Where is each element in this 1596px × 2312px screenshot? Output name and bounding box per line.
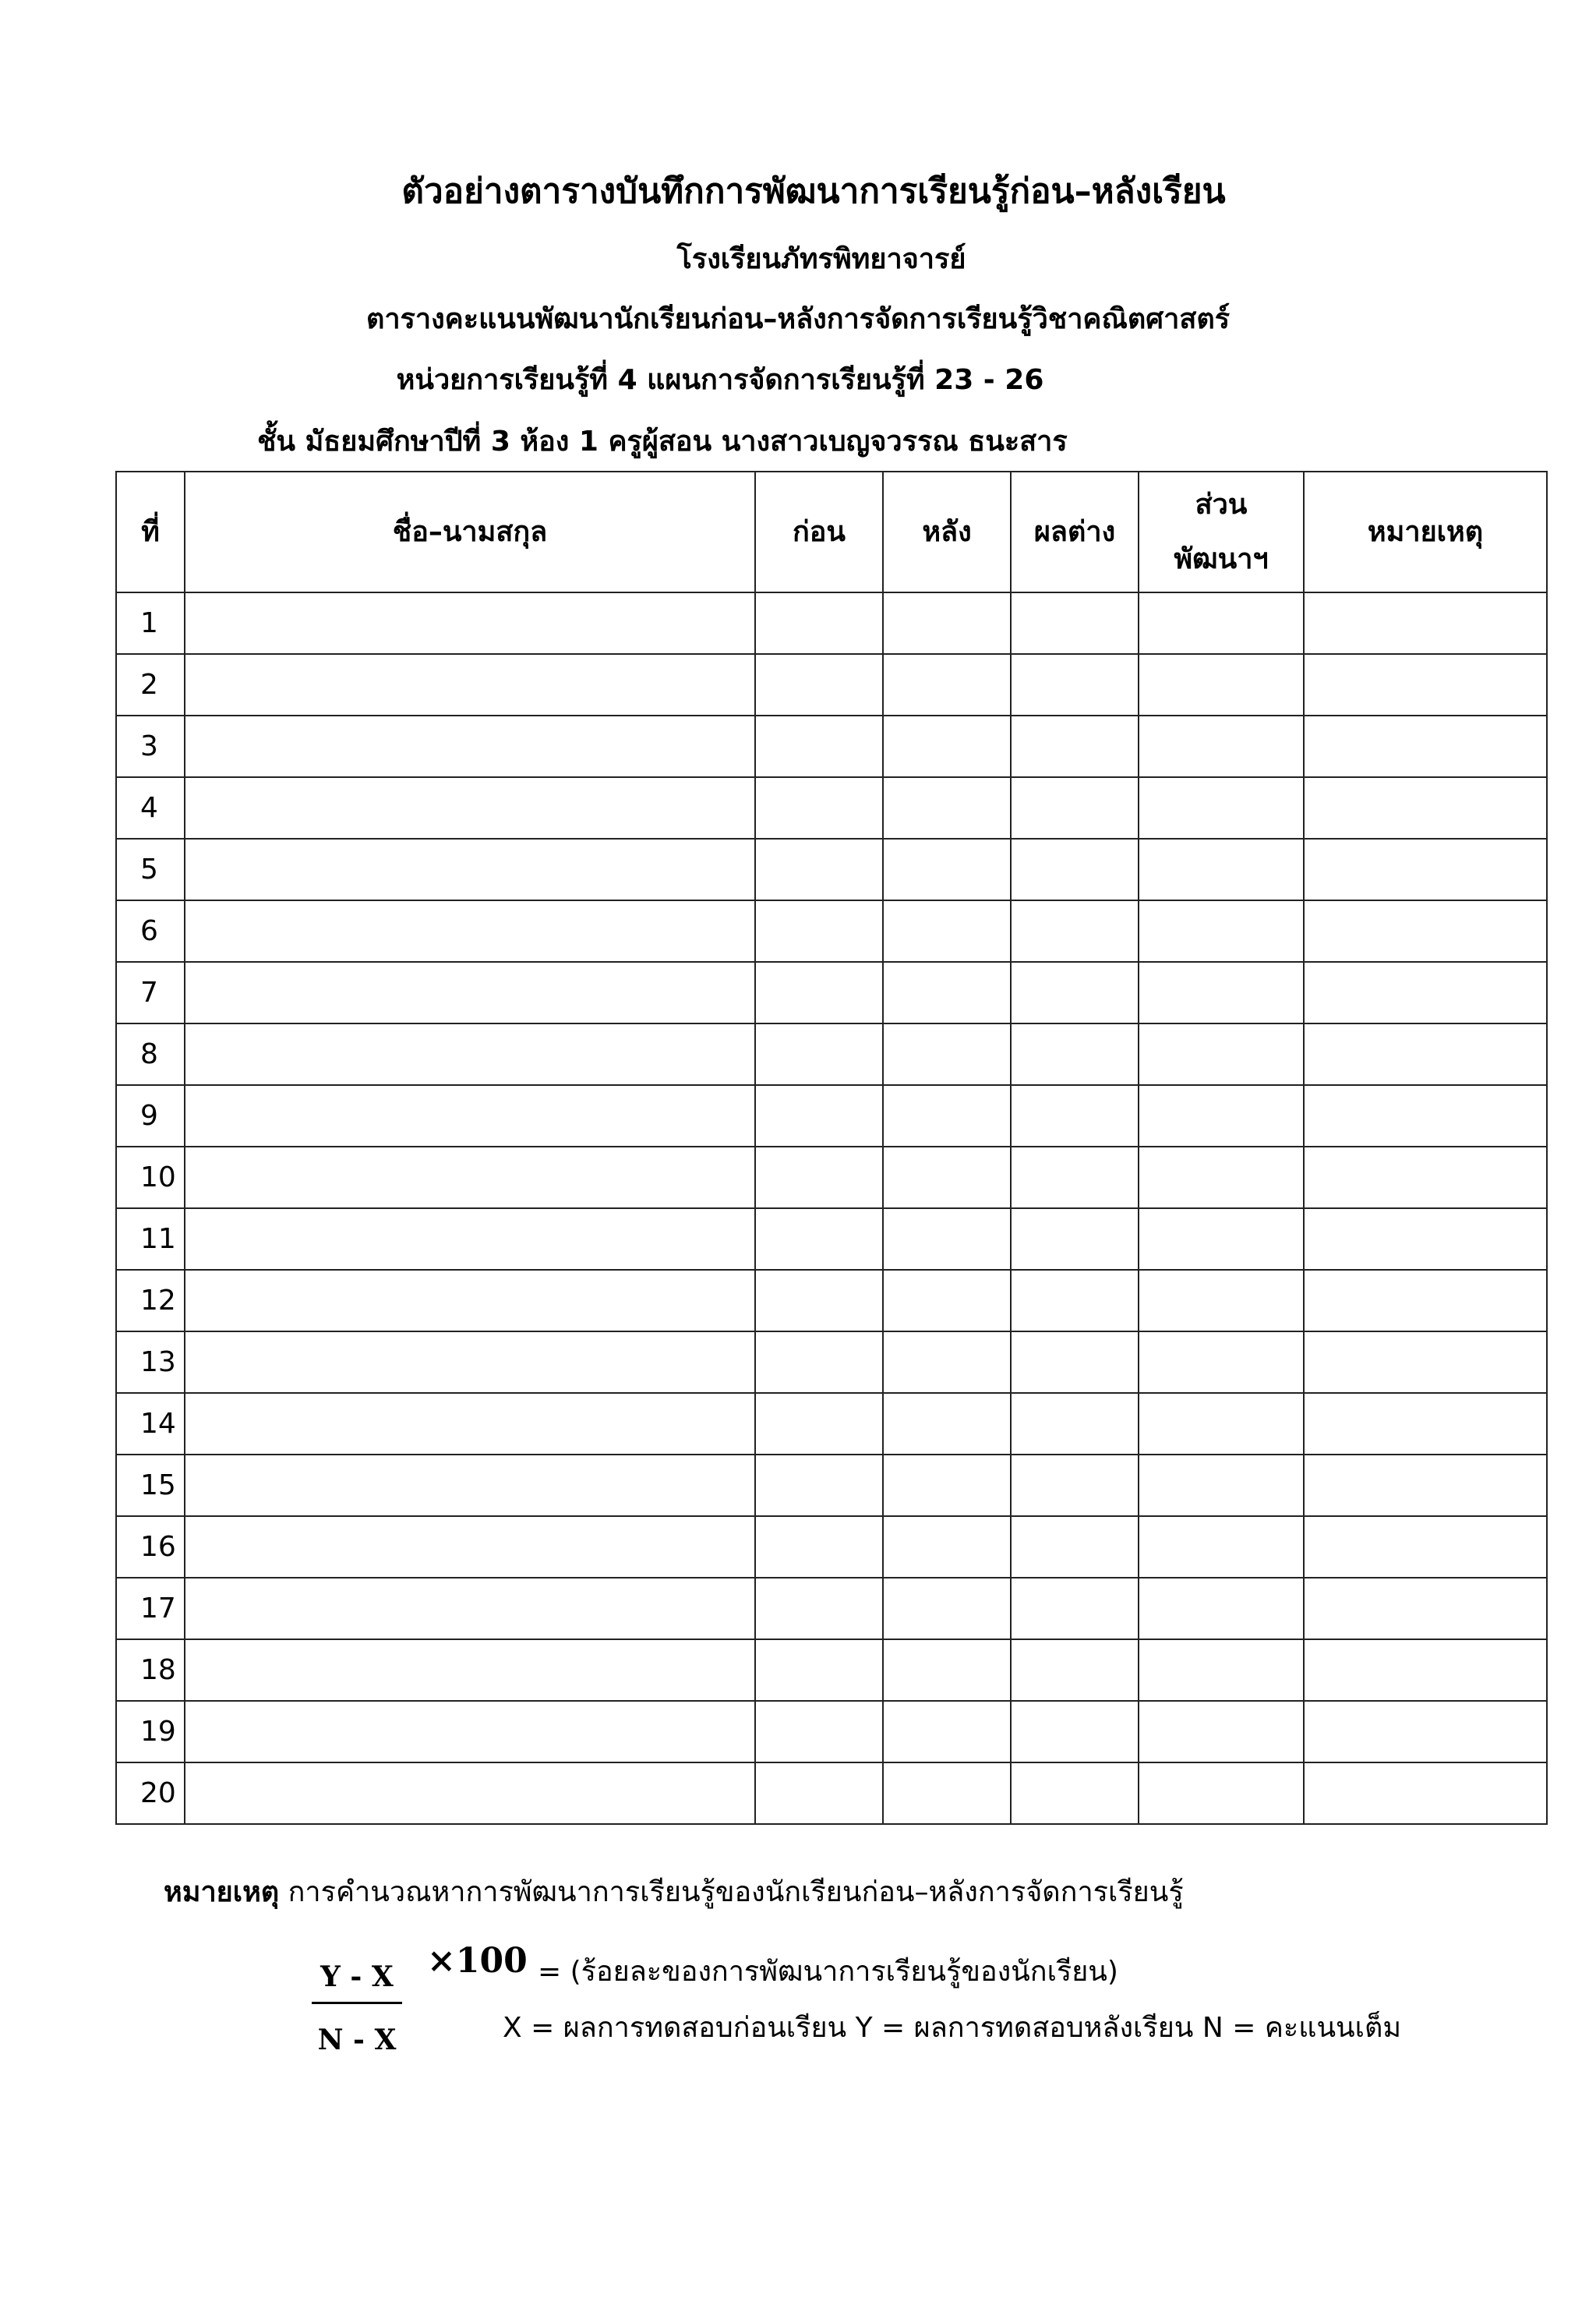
cell-col-difference [1011, 1147, 1139, 1208]
cell-col-difference [1011, 1455, 1139, 1516]
row-number: 18 [116, 1639, 185, 1701]
table-row [116, 1208, 1547, 1270]
cell-col-before [755, 1208, 883, 1270]
cell-col-development [1139, 1701, 1304, 1762]
row-number: 14 [116, 1393, 185, 1455]
table-row [116, 962, 1547, 1023]
cell-col-remark [1304, 777, 1547, 839]
cell-col-before [755, 962, 883, 1023]
table-row [116, 1147, 1547, 1208]
note-label: หมายเหตุ [164, 1876, 280, 1908]
cell-col-difference [1011, 1270, 1139, 1331]
cell-col-after [883, 1270, 1011, 1331]
row-number: 19 [116, 1701, 185, 1762]
cell-col-difference [1011, 1023, 1139, 1085]
cell-col-name [185, 777, 755, 839]
cell-col-after [883, 1701, 1011, 1762]
cell-col-development [1139, 1270, 1304, 1331]
row-number: 11 [116, 1208, 185, 1270]
cell-col-development [1139, 1639, 1304, 1701]
row-number: 17 [116, 1578, 185, 1639]
header-col-difference: ผลต่าง [1011, 472, 1139, 592]
row-number: 4 [116, 777, 185, 839]
cell-col-remark [1304, 1639, 1547, 1701]
cell-col-difference [1011, 1516, 1139, 1578]
row-number: 15 [116, 1455, 185, 1516]
formula-fraction [312, 1957, 402, 2060]
cell-col-development [1139, 1762, 1304, 1824]
cell-col-name [185, 592, 755, 654]
cell-col-remark [1304, 1578, 1547, 1639]
cell-col-development [1139, 1455, 1304, 1516]
cell-col-before [755, 1455, 883, 1516]
cell-col-development [1139, 1208, 1304, 1270]
cell-col-remark [1304, 1331, 1547, 1393]
row-number: 5 [116, 839, 185, 900]
table-row [116, 592, 1547, 654]
formula-legend: X = ผลการทดสอบก่อนเรียน Y = ผลการทดสอบหลังเรียน N = คะแนนเต็ม [503, 2012, 1402, 2044]
cell-col-name [185, 1639, 755, 1701]
cell-col-difference [1011, 716, 1139, 777]
table-row [116, 1516, 1547, 1578]
table-row [116, 1762, 1547, 1824]
formula-multiplier: ×100 [427, 1941, 528, 1981]
cell-col-name [185, 654, 755, 716]
cell-col-before [755, 839, 883, 900]
cell-col-remark [1304, 1762, 1547, 1824]
cell-col-difference [1011, 839, 1139, 900]
cell-col-remark [1304, 1085, 1547, 1147]
cell-col-after [883, 962, 1011, 1023]
row-number: 16 [116, 1516, 185, 1578]
cell-col-difference [1011, 1762, 1139, 1824]
cell-col-name [185, 1455, 755, 1516]
cell-col-name [185, 839, 755, 900]
score-table [115, 471, 1548, 1825]
cell-col-before [755, 1270, 883, 1331]
cell-col-remark [1304, 1701, 1547, 1762]
table-title: ตารางคะแนนพัฒนานักเรียนก่อน–หลังการจัดการเรียนรู้วิชาคณิตศาสตร์ [365, 303, 1231, 335]
cell-col-remark [1304, 1270, 1547, 1331]
table-row [116, 839, 1547, 900]
cell-col-before [755, 777, 883, 839]
table-row [116, 1023, 1547, 1085]
table-body [116, 592, 1547, 1824]
cell-col-before [755, 1085, 883, 1147]
school-name: โรงเรียนภัทรพิทยาจารย์ [676, 243, 966, 275]
cell-col-before [755, 1147, 883, 1208]
cell-col-name [185, 1762, 755, 1824]
cell-col-name [185, 1331, 755, 1393]
cell-col-after [883, 1578, 1011, 1639]
cell-col-after [883, 654, 1011, 716]
row-number: 6 [116, 900, 185, 962]
cell-col-after [883, 1762, 1011, 1824]
cell-col-after [883, 1393, 1011, 1455]
cell-col-before [755, 716, 883, 777]
table-row [116, 1331, 1547, 1393]
row-number: 3 [116, 716, 185, 777]
cell-col-development [1139, 716, 1304, 777]
cell-col-development [1139, 1516, 1304, 1578]
cell-col-after [883, 1085, 1011, 1147]
cell-col-before [755, 1331, 883, 1393]
table-row [116, 1455, 1547, 1516]
cell-col-name [185, 1393, 755, 1455]
header-col-development: ส่วน พัฒนาฯ [1139, 472, 1304, 592]
cell-col-name [185, 900, 755, 962]
cell-col-difference [1011, 1639, 1139, 1701]
cell-col-difference [1011, 1701, 1139, 1762]
cell-col-difference [1011, 777, 1139, 839]
row-number: 2 [116, 654, 185, 716]
cell-col-before [755, 1516, 883, 1578]
cell-col-name [185, 1085, 755, 1147]
row-number: 10 [116, 1147, 185, 1208]
cell-col-difference [1011, 654, 1139, 716]
formula-denominator: N - X [317, 2024, 397, 2056]
table-row [116, 1701, 1547, 1762]
cell-col-before [755, 900, 883, 962]
cell-col-development [1139, 1023, 1304, 1085]
cell-col-remark [1304, 900, 1547, 962]
class-teacher-line: ชั้น มัธยมศึกษาปีที่ 3 ห้อง 1 ครูผู้สอน นางสาวเบญจวรรณ ธนะสาร [257, 426, 1068, 458]
cell-col-remark [1304, 1516, 1547, 1578]
cell-col-remark [1304, 592, 1547, 654]
header-col-number: ที่ [116, 472, 185, 592]
cell-col-development [1139, 777, 1304, 839]
cell-col-development [1139, 1331, 1304, 1393]
cell-col-remark [1304, 1023, 1547, 1085]
cell-col-name [185, 1578, 755, 1639]
fraction-bar [312, 2002, 402, 2004]
formula-meaning: = (ร้อยละของการพัฒนาการเรียนรู้ของนักเรียน) [538, 1956, 1118, 1988]
row-number: 9 [116, 1085, 185, 1147]
cell-col-after [883, 592, 1011, 654]
cell-col-before [755, 1639, 883, 1701]
cell-col-after [883, 1023, 1011, 1085]
cell-col-name [185, 1516, 755, 1578]
cell-col-development [1139, 592, 1304, 654]
cell-col-name [185, 1208, 755, 1270]
row-number: 7 [116, 962, 185, 1023]
table-row [116, 1393, 1547, 1455]
cell-col-remark [1304, 716, 1547, 777]
cell-col-development [1139, 1147, 1304, 1208]
cell-col-difference [1011, 1208, 1139, 1270]
cell-col-after [883, 777, 1011, 839]
row-number: 13 [116, 1331, 185, 1393]
header-col-after: หลัง [883, 472, 1011, 592]
cell-col-difference [1011, 1393, 1139, 1455]
note-line [164, 1869, 1184, 1914]
cell-col-before [755, 1762, 883, 1824]
cell-col-remark [1304, 654, 1547, 716]
cell-col-remark [1304, 1393, 1547, 1455]
cell-col-before [755, 654, 883, 716]
cell-col-development [1139, 1085, 1304, 1147]
cell-col-remark [1304, 1455, 1547, 1516]
cell-col-before [755, 592, 883, 654]
cell-col-development [1139, 1578, 1304, 1639]
header-col-before: ก่อน [755, 472, 883, 592]
table-row [116, 1639, 1547, 1701]
cell-col-development [1139, 839, 1304, 900]
header-col-remark: หมายเหตุ [1304, 472, 1547, 592]
document-title: ตัวอย่างตารางบันทึกการพัฒนาการเรียนรู้ก่อน–หลังเรียน [401, 171, 1226, 211]
cell-col-remark [1304, 962, 1547, 1023]
cell-col-after [883, 1331, 1011, 1393]
cell-col-difference [1011, 1331, 1139, 1393]
cell-col-development [1139, 962, 1304, 1023]
cell-col-name [185, 1701, 755, 1762]
cell-col-name [185, 1270, 755, 1331]
formula-numerator: Y - X [320, 1960, 394, 1993]
cell-col-after [883, 1208, 1011, 1270]
table-row [116, 1270, 1547, 1331]
unit-plan-line: หน่วยการเรียนรู้ที่ 4 แผนการจัดการเรียนรู้ที่ 23 - 26 [396, 364, 1044, 396]
cell-col-after [883, 1639, 1011, 1701]
header-col-name: ชื่อ–นามสกุล [185, 472, 755, 592]
table-row [116, 777, 1547, 839]
cell-col-name [185, 716, 755, 777]
cell-col-before [755, 1393, 883, 1455]
cell-col-difference [1011, 592, 1139, 654]
cell-col-difference [1011, 900, 1139, 962]
cell-col-difference [1011, 1085, 1139, 1147]
table-row [116, 654, 1547, 716]
cell-col-after [883, 900, 1011, 962]
cell-col-after [883, 1455, 1011, 1516]
row-number: 8 [116, 1023, 185, 1085]
cell-col-before [755, 1578, 883, 1639]
cell-col-remark [1304, 839, 1547, 900]
cell-col-before [755, 1023, 883, 1085]
cell-col-remark [1304, 1208, 1547, 1270]
cell-col-development [1139, 1393, 1304, 1455]
cell-col-development [1139, 654, 1304, 716]
cell-col-name [185, 1023, 755, 1085]
row-number: 20 [116, 1762, 185, 1824]
cell-col-after [883, 716, 1011, 777]
cell-col-name [185, 1147, 755, 1208]
cell-col-after [883, 1147, 1011, 1208]
table-header-row [116, 472, 1547, 592]
cell-col-name [185, 962, 755, 1023]
cell-col-after [883, 1516, 1011, 1578]
row-number: 12 [116, 1270, 185, 1331]
cell-col-after [883, 839, 1011, 900]
table-row [116, 900, 1547, 962]
table-row [116, 716, 1547, 777]
cell-col-difference [1011, 1578, 1139, 1639]
cell-col-difference [1011, 962, 1139, 1023]
cell-col-remark [1304, 1147, 1547, 1208]
row-number: 1 [116, 592, 185, 654]
table-row [116, 1085, 1547, 1147]
cell-col-before [755, 1701, 883, 1762]
table-row [116, 1578, 1547, 1639]
cell-col-development [1139, 900, 1304, 962]
note-text: การคำนวณหาการพัฒนาการเรียนรู้ของนักเรียนก่อน–หลังการจัดการเรียนรู้ [279, 1876, 1184, 1908]
